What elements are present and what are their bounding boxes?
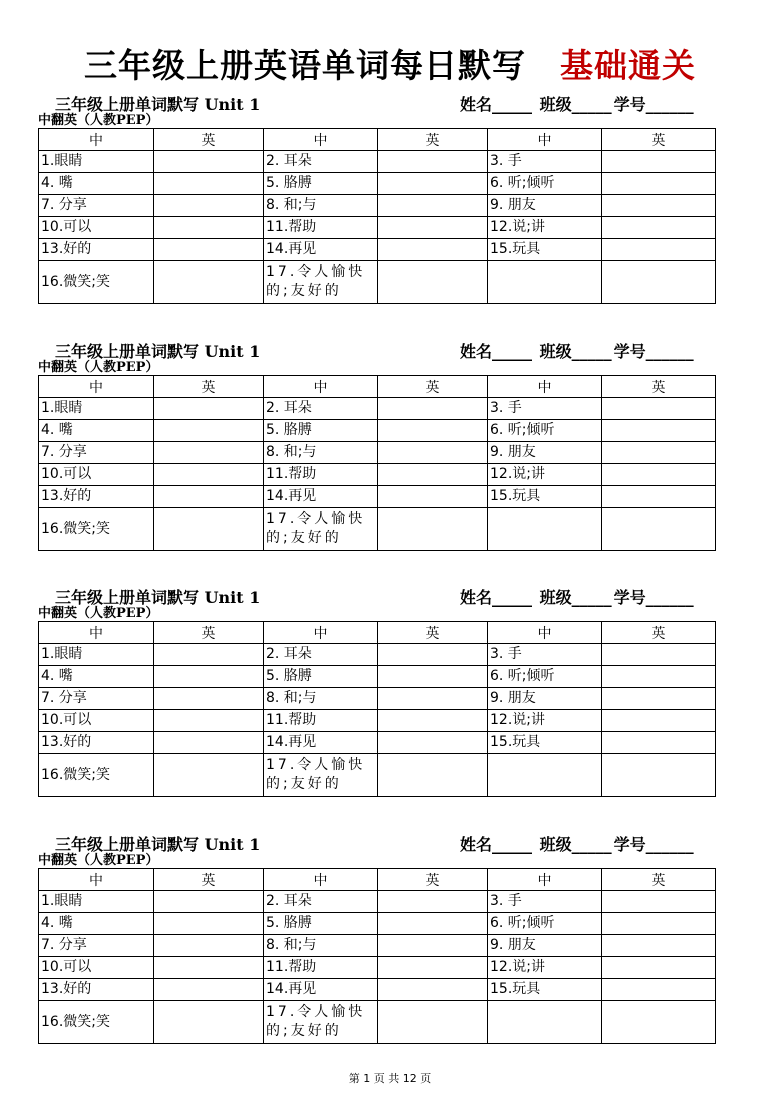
student-info-fields bbox=[460, 832, 696, 855]
student-number-field[interactable]: 学号______ bbox=[613, 95, 694, 114]
english-answer-cell[interactable] bbox=[602, 1001, 716, 1044]
section-subtitle: 中翻英（人教PEP） bbox=[38, 606, 159, 621]
name-field[interactable]: 姓名_____ bbox=[460, 835, 533, 854]
chinese-word-cell: 3. 手 bbox=[488, 151, 602, 173]
chinese-word-cell: 12.说;讲 bbox=[488, 710, 602, 732]
vocab-table bbox=[38, 375, 716, 551]
student-number-field[interactable]: 学号______ bbox=[613, 588, 694, 607]
chinese-word-cell: 17.令人愉快的;友好的 bbox=[264, 754, 378, 797]
chinese-word-cell: 17.令人愉快的;友好的 bbox=[264, 1001, 378, 1044]
english-answer-cell[interactable] bbox=[378, 195, 488, 217]
english-answer-cell[interactable] bbox=[154, 1001, 264, 1044]
table-row bbox=[39, 754, 716, 797]
english-answer-cell[interactable] bbox=[378, 420, 488, 442]
english-answer-cell[interactable] bbox=[378, 913, 488, 935]
chinese-word-cell: 8. 和;与 bbox=[264, 935, 378, 957]
column-header-english: 英 bbox=[602, 869, 716, 891]
chinese-word-cell: 15.玩具 bbox=[488, 239, 602, 261]
column-header-english: 英 bbox=[154, 376, 264, 398]
column-header-english: 英 bbox=[602, 129, 716, 151]
table-row bbox=[39, 1001, 716, 1044]
chinese-word-cell: 9. 朋友 bbox=[488, 935, 602, 957]
english-answer-cell[interactable] bbox=[154, 644, 264, 666]
english-answer-cell[interactable] bbox=[602, 710, 716, 732]
english-answer-cell[interactable] bbox=[602, 935, 716, 957]
table-row bbox=[39, 957, 716, 979]
chinese-word-cell: 7. 分享 bbox=[39, 195, 154, 217]
chinese-word-cell: 16.微笑;笑 bbox=[39, 1001, 154, 1044]
column-header-english: 英 bbox=[154, 129, 264, 151]
chinese-word-cell: 4. 嘴 bbox=[39, 913, 154, 935]
page-title bbox=[0, 40, 780, 90]
table-row bbox=[39, 913, 716, 935]
chinese-word-cell bbox=[488, 261, 602, 304]
english-answer-cell[interactable] bbox=[154, 754, 264, 797]
english-answer-cell[interactable] bbox=[602, 979, 716, 1001]
vocab-table bbox=[38, 868, 716, 1044]
chinese-word-cell: 16.微笑;笑 bbox=[39, 508, 154, 551]
english-answer-cell[interactable] bbox=[602, 754, 716, 797]
column-header-english: 英 bbox=[378, 622, 488, 644]
chinese-word-cell: 5. 胳膊 bbox=[264, 666, 378, 688]
chinese-word-cell: 15.玩具 bbox=[488, 979, 602, 1001]
chinese-word-cell: 13.好的 bbox=[39, 732, 154, 754]
chinese-word-cell: 4. 嘴 bbox=[39, 420, 154, 442]
english-answer-cell[interactable] bbox=[154, 913, 264, 935]
english-answer-cell[interactable] bbox=[378, 979, 488, 1001]
chinese-word-cell: 12.说;讲 bbox=[488, 464, 602, 486]
table-row bbox=[39, 239, 716, 261]
chinese-word-cell: 9. 朋友 bbox=[488, 442, 602, 464]
table-row bbox=[39, 508, 716, 551]
english-answer-cell[interactable] bbox=[378, 486, 488, 508]
class-field[interactable]: 班级_____ bbox=[539, 588, 612, 607]
page-footer: 第 1 页 共 12 页 bbox=[348, 1072, 432, 1085]
chinese-word-cell: 1.眼睛 bbox=[39, 398, 154, 420]
english-answer-cell[interactable] bbox=[154, 935, 264, 957]
column-header-chinese: 中 bbox=[264, 622, 378, 644]
chinese-word-cell: 1.眼睛 bbox=[39, 891, 154, 913]
chinese-word-cell: 11.帮助 bbox=[264, 464, 378, 486]
table-row bbox=[39, 710, 716, 732]
chinese-word-cell: 2. 耳朵 bbox=[264, 398, 378, 420]
english-answer-cell[interactable] bbox=[154, 151, 264, 173]
column-header-chinese: 中 bbox=[488, 376, 602, 398]
column-header-chinese: 中 bbox=[39, 376, 154, 398]
english-answer-cell[interactable] bbox=[154, 195, 264, 217]
english-answer-cell[interactable] bbox=[602, 508, 716, 551]
english-answer-cell[interactable] bbox=[602, 398, 716, 420]
page-title-main: 三年级上册英语单词每日默写 bbox=[84, 46, 526, 85]
chinese-word-cell: 12.说;讲 bbox=[488, 957, 602, 979]
table-header-row bbox=[39, 376, 716, 398]
worksheet-section bbox=[38, 583, 718, 797]
chinese-word-cell: 17.令人愉快的;友好的 bbox=[264, 508, 378, 551]
table-header-row bbox=[39, 869, 716, 891]
table-row bbox=[39, 666, 716, 688]
chinese-word-cell: 12.说;讲 bbox=[488, 217, 602, 239]
worksheet-section bbox=[38, 337, 718, 551]
chinese-word-cell: 13.好的 bbox=[39, 486, 154, 508]
english-answer-cell[interactable] bbox=[378, 173, 488, 195]
chinese-word-cell: 7. 分享 bbox=[39, 442, 154, 464]
section-subtitle: 中翻英（人教PEP） bbox=[38, 360, 159, 375]
chinese-word-cell: 6. 听;倾听 bbox=[488, 913, 602, 935]
table-row bbox=[39, 979, 716, 1001]
column-header-chinese: 中 bbox=[264, 129, 378, 151]
english-answer-cell[interactable] bbox=[378, 151, 488, 173]
table-header-row bbox=[39, 622, 716, 644]
chinese-word-cell: 2. 耳朵 bbox=[264, 151, 378, 173]
vocab-table bbox=[38, 621, 716, 797]
english-answer-cell[interactable] bbox=[378, 508, 488, 551]
english-answer-cell[interactable] bbox=[378, 217, 488, 239]
english-answer-cell[interactable] bbox=[602, 217, 716, 239]
class-field[interactable]: 班级_____ bbox=[539, 835, 612, 854]
name-field[interactable]: 姓名_____ bbox=[460, 342, 533, 361]
english-answer-cell[interactable] bbox=[378, 1001, 488, 1044]
chinese-word-cell: 3. 手 bbox=[488, 644, 602, 666]
english-answer-cell[interactable] bbox=[602, 486, 716, 508]
chinese-word-cell: 9. 朋友 bbox=[488, 688, 602, 710]
table-row bbox=[39, 644, 716, 666]
section-header bbox=[38, 830, 718, 856]
table-row bbox=[39, 151, 716, 173]
chinese-word-cell: 4. 嘴 bbox=[39, 173, 154, 195]
chinese-word-cell: 1.眼睛 bbox=[39, 644, 154, 666]
section-header bbox=[38, 90, 718, 116]
column-header-chinese: 中 bbox=[39, 129, 154, 151]
english-answer-cell[interactable] bbox=[154, 979, 264, 1001]
column-header-chinese: 中 bbox=[39, 622, 154, 644]
section-title: 三年级上册单词默写 Unit 1 bbox=[55, 588, 261, 607]
chinese-word-cell: 13.好的 bbox=[39, 239, 154, 261]
english-answer-cell[interactable] bbox=[602, 261, 716, 304]
chinese-word-cell: 10.可以 bbox=[39, 464, 154, 486]
chinese-word-cell: 1.眼睛 bbox=[39, 151, 154, 173]
table-row bbox=[39, 486, 716, 508]
english-answer-cell[interactable] bbox=[602, 644, 716, 666]
chinese-word-cell: 6. 听;倾听 bbox=[488, 173, 602, 195]
chinese-word-cell: 5. 胳膊 bbox=[264, 173, 378, 195]
english-answer-cell[interactable] bbox=[602, 239, 716, 261]
english-answer-cell[interactable] bbox=[154, 891, 264, 913]
english-answer-cell[interactable] bbox=[154, 239, 264, 261]
chinese-word-cell: 3. 手 bbox=[488, 398, 602, 420]
table-header-row bbox=[39, 129, 716, 151]
table-row bbox=[39, 732, 716, 754]
english-answer-cell[interactable] bbox=[602, 195, 716, 217]
english-answer-cell[interactable] bbox=[378, 666, 488, 688]
english-answer-cell[interactable] bbox=[378, 891, 488, 913]
chinese-word-cell: 14.再见 bbox=[264, 239, 378, 261]
vocab-table bbox=[38, 128, 716, 304]
chinese-word-cell: 4. 嘴 bbox=[39, 666, 154, 688]
table-row bbox=[39, 442, 716, 464]
column-header-chinese: 中 bbox=[264, 376, 378, 398]
chinese-word-cell: 8. 和;与 bbox=[264, 688, 378, 710]
column-header-chinese: 中 bbox=[488, 869, 602, 891]
chinese-word-cell: 10.可以 bbox=[39, 957, 154, 979]
chinese-word-cell: 15.玩具 bbox=[488, 486, 602, 508]
section-subtitle: 中翻英（人教PEP） bbox=[38, 113, 159, 128]
table-row bbox=[39, 935, 716, 957]
student-info-fields bbox=[460, 339, 696, 362]
english-answer-cell[interactable] bbox=[602, 420, 716, 442]
chinese-word-cell: 11.帮助 bbox=[264, 957, 378, 979]
chinese-word-cell bbox=[488, 1001, 602, 1044]
table-row bbox=[39, 173, 716, 195]
section-title: 三年级上册单词默写 Unit 1 bbox=[55, 835, 261, 854]
english-answer-cell[interactable] bbox=[154, 398, 264, 420]
table-row bbox=[39, 217, 716, 239]
english-answer-cell[interactable] bbox=[602, 442, 716, 464]
class-field[interactable]: 班级_____ bbox=[539, 95, 612, 114]
table-row bbox=[39, 398, 716, 420]
column-header-english: 英 bbox=[154, 869, 264, 891]
table-row bbox=[39, 261, 716, 304]
english-answer-cell[interactable] bbox=[378, 688, 488, 710]
english-answer-cell[interactable] bbox=[602, 891, 716, 913]
student-number-field[interactable]: 学号______ bbox=[613, 342, 694, 361]
chinese-word-cell: 11.帮助 bbox=[264, 710, 378, 732]
english-answer-cell[interactable] bbox=[602, 688, 716, 710]
english-answer-cell[interactable] bbox=[378, 239, 488, 261]
chinese-word-cell: 17.令人愉快的;友好的 bbox=[264, 261, 378, 304]
column-header-chinese: 中 bbox=[264, 869, 378, 891]
column-header-english: 英 bbox=[378, 376, 488, 398]
english-answer-cell[interactable] bbox=[154, 464, 264, 486]
english-answer-cell[interactable] bbox=[154, 957, 264, 979]
chinese-word-cell: 6. 听;倾听 bbox=[488, 420, 602, 442]
english-answer-cell[interactable] bbox=[154, 442, 264, 464]
chinese-word-cell: 5. 胳膊 bbox=[264, 420, 378, 442]
english-answer-cell[interactable] bbox=[378, 732, 488, 754]
english-answer-cell[interactable] bbox=[378, 935, 488, 957]
chinese-word-cell: 8. 和;与 bbox=[264, 442, 378, 464]
english-answer-cell[interactable] bbox=[154, 420, 264, 442]
chinese-word-cell: 10.可以 bbox=[39, 217, 154, 239]
english-answer-cell[interactable] bbox=[378, 710, 488, 732]
chinese-word-cell: 16.微笑;笑 bbox=[39, 261, 154, 304]
column-header-english: 英 bbox=[602, 376, 716, 398]
chinese-word-cell bbox=[488, 754, 602, 797]
english-answer-cell[interactable] bbox=[154, 217, 264, 239]
worksheet-section bbox=[38, 830, 718, 1044]
english-answer-cell[interactable] bbox=[602, 666, 716, 688]
english-answer-cell[interactable] bbox=[154, 173, 264, 195]
chinese-word-cell: 10.可以 bbox=[39, 710, 154, 732]
chinese-word-cell: 13.好的 bbox=[39, 979, 154, 1001]
chinese-word-cell bbox=[488, 508, 602, 551]
chinese-word-cell: 2. 耳朵 bbox=[264, 891, 378, 913]
english-answer-cell[interactable] bbox=[602, 173, 716, 195]
student-info-fields bbox=[460, 92, 696, 115]
english-answer-cell[interactable] bbox=[602, 732, 716, 754]
chinese-word-cell: 7. 分享 bbox=[39, 688, 154, 710]
chinese-word-cell: 15.玩具 bbox=[488, 732, 602, 754]
section-header bbox=[38, 583, 718, 609]
chinese-word-cell: 14.再见 bbox=[264, 979, 378, 1001]
chinese-word-cell: 11.帮助 bbox=[264, 217, 378, 239]
chinese-word-cell: 14.再见 bbox=[264, 486, 378, 508]
table-row bbox=[39, 891, 716, 913]
table-row bbox=[39, 464, 716, 486]
english-answer-cell[interactable] bbox=[378, 464, 488, 486]
english-answer-cell[interactable] bbox=[378, 442, 488, 464]
english-answer-cell[interactable] bbox=[378, 754, 488, 797]
page-title-accent: 基础通关 bbox=[560, 46, 696, 85]
student-number-field[interactable]: 学号______ bbox=[613, 835, 694, 854]
english-answer-cell[interactable] bbox=[602, 151, 716, 173]
column-header-chinese: 中 bbox=[488, 622, 602, 644]
english-answer-cell[interactable] bbox=[154, 261, 264, 304]
section-subtitle: 中翻英（人教PEP） bbox=[38, 853, 159, 868]
chinese-word-cell: 14.再见 bbox=[264, 732, 378, 754]
table-row bbox=[39, 688, 716, 710]
english-answer-cell[interactable] bbox=[378, 398, 488, 420]
column-header-english: 英 bbox=[378, 129, 488, 151]
worksheet-section bbox=[38, 90, 718, 304]
column-header-english: 英 bbox=[378, 869, 488, 891]
chinese-word-cell: 8. 和;与 bbox=[264, 195, 378, 217]
english-answer-cell[interactable] bbox=[378, 644, 488, 666]
english-answer-cell[interactable] bbox=[154, 710, 264, 732]
table-row bbox=[39, 420, 716, 442]
english-answer-cell[interactable] bbox=[378, 957, 488, 979]
column-header-chinese: 中 bbox=[39, 869, 154, 891]
english-answer-cell[interactable] bbox=[378, 261, 488, 304]
section-title: 三年级上册单词默写 Unit 1 bbox=[55, 342, 261, 361]
chinese-word-cell: 16.微笑;笑 bbox=[39, 754, 154, 797]
table-row bbox=[39, 195, 716, 217]
name-field[interactable]: 姓名_____ bbox=[460, 95, 533, 114]
english-answer-cell[interactable] bbox=[154, 732, 264, 754]
section-title: 三年级上册单词默写 Unit 1 bbox=[55, 95, 261, 114]
english-answer-cell[interactable] bbox=[602, 464, 716, 486]
english-answer-cell[interactable] bbox=[602, 913, 716, 935]
chinese-word-cell: 9. 朋友 bbox=[488, 195, 602, 217]
english-answer-cell[interactable] bbox=[154, 486, 264, 508]
chinese-word-cell: 3. 手 bbox=[488, 891, 602, 913]
student-info-fields bbox=[460, 585, 696, 608]
column-header-english: 英 bbox=[602, 622, 716, 644]
chinese-word-cell: 5. 胳膊 bbox=[264, 913, 378, 935]
chinese-word-cell: 6. 听;倾听 bbox=[488, 666, 602, 688]
chinese-word-cell: 2. 耳朵 bbox=[264, 644, 378, 666]
chinese-word-cell: 7. 分享 bbox=[39, 935, 154, 957]
english-answer-cell[interactable] bbox=[154, 508, 264, 551]
class-field[interactable]: 班级_____ bbox=[539, 342, 612, 361]
english-answer-cell[interactable] bbox=[154, 688, 264, 710]
section-header bbox=[38, 337, 718, 363]
column-header-english: 英 bbox=[154, 622, 264, 644]
english-answer-cell[interactable] bbox=[602, 957, 716, 979]
name-field[interactable]: 姓名_____ bbox=[460, 588, 533, 607]
english-answer-cell[interactable] bbox=[154, 666, 264, 688]
column-header-chinese: 中 bbox=[488, 129, 602, 151]
